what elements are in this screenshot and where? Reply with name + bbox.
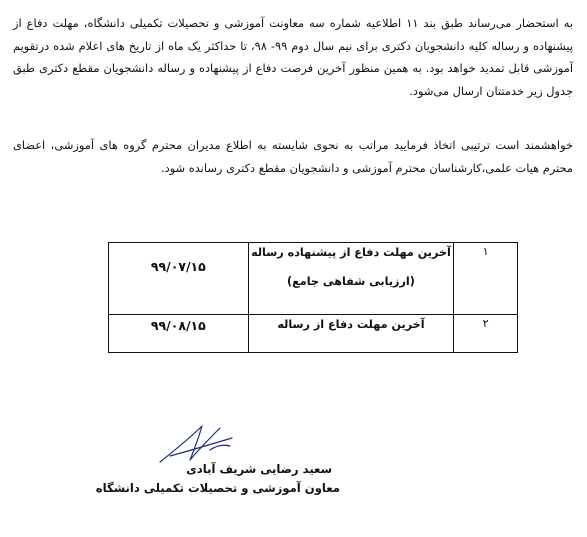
deadlines-table [108, 242, 518, 353]
row-title: آخرین مهلت دفاع از رساله [277, 318, 425, 331]
signature-block [60, 460, 340, 498]
row-title-cell [248, 243, 453, 315]
signatory-name: سعید رضایی شریف آبادی [186, 462, 332, 476]
row-number-cell: ۲ [454, 315, 518, 353]
table-row [109, 243, 518, 315]
row-number-cell: ۱ [454, 243, 518, 315]
row-title: آخرین مهلت دفاع از پیشنهاده رساله [251, 246, 451, 259]
row-subtitle: (ارزیابی شفاهی جامع) [287, 275, 415, 288]
table-row [109, 315, 518, 353]
row-title-cell [248, 315, 453, 353]
letter-paragraph-1: به استحضار می‌رساند طبق بند ۱۱ اطلاعیه شماره سه معاونت آموزشی و تحصیلات تکمیلی دانشگاه، مهلت دفاع از پیشنهاده و رساله کلیه دانشجویان دکتری برای نیم سال دوم ۹۹- ۹۸، تا حداکثر یک ماه از تاریخ های اعلام شده درتقویم آموزشی قابل تمدید خواهد بود. به همین منظور آخرین فرصت دفاع از پیشنهاده و رساله دانشجویان مقطع دکتری طبق جدول زیر خدمتتان ارسال می‌شود. [13, 16, 573, 98]
signatory-role: معاون آموزشی و تحصیلات تکمیلی دانشگاه [95, 481, 340, 495]
row-date-cell: ۹۹/۰۷/۱۵ [109, 243, 249, 315]
row-date-cell: ۹۹/۰۸/۱۵ [109, 315, 249, 353]
letter-paragraph-2: خواهشمند است ترتیبی اتخاذ فرمایید مراتب به نحوی شایسته به اطلاع مدیران محترم گروه های آموزشی، اعضای محترم هیات علمی،کارشناسان محترم آموزشی و دانشجویان مقطع دکتری رسانده شود. [13, 138, 573, 175]
